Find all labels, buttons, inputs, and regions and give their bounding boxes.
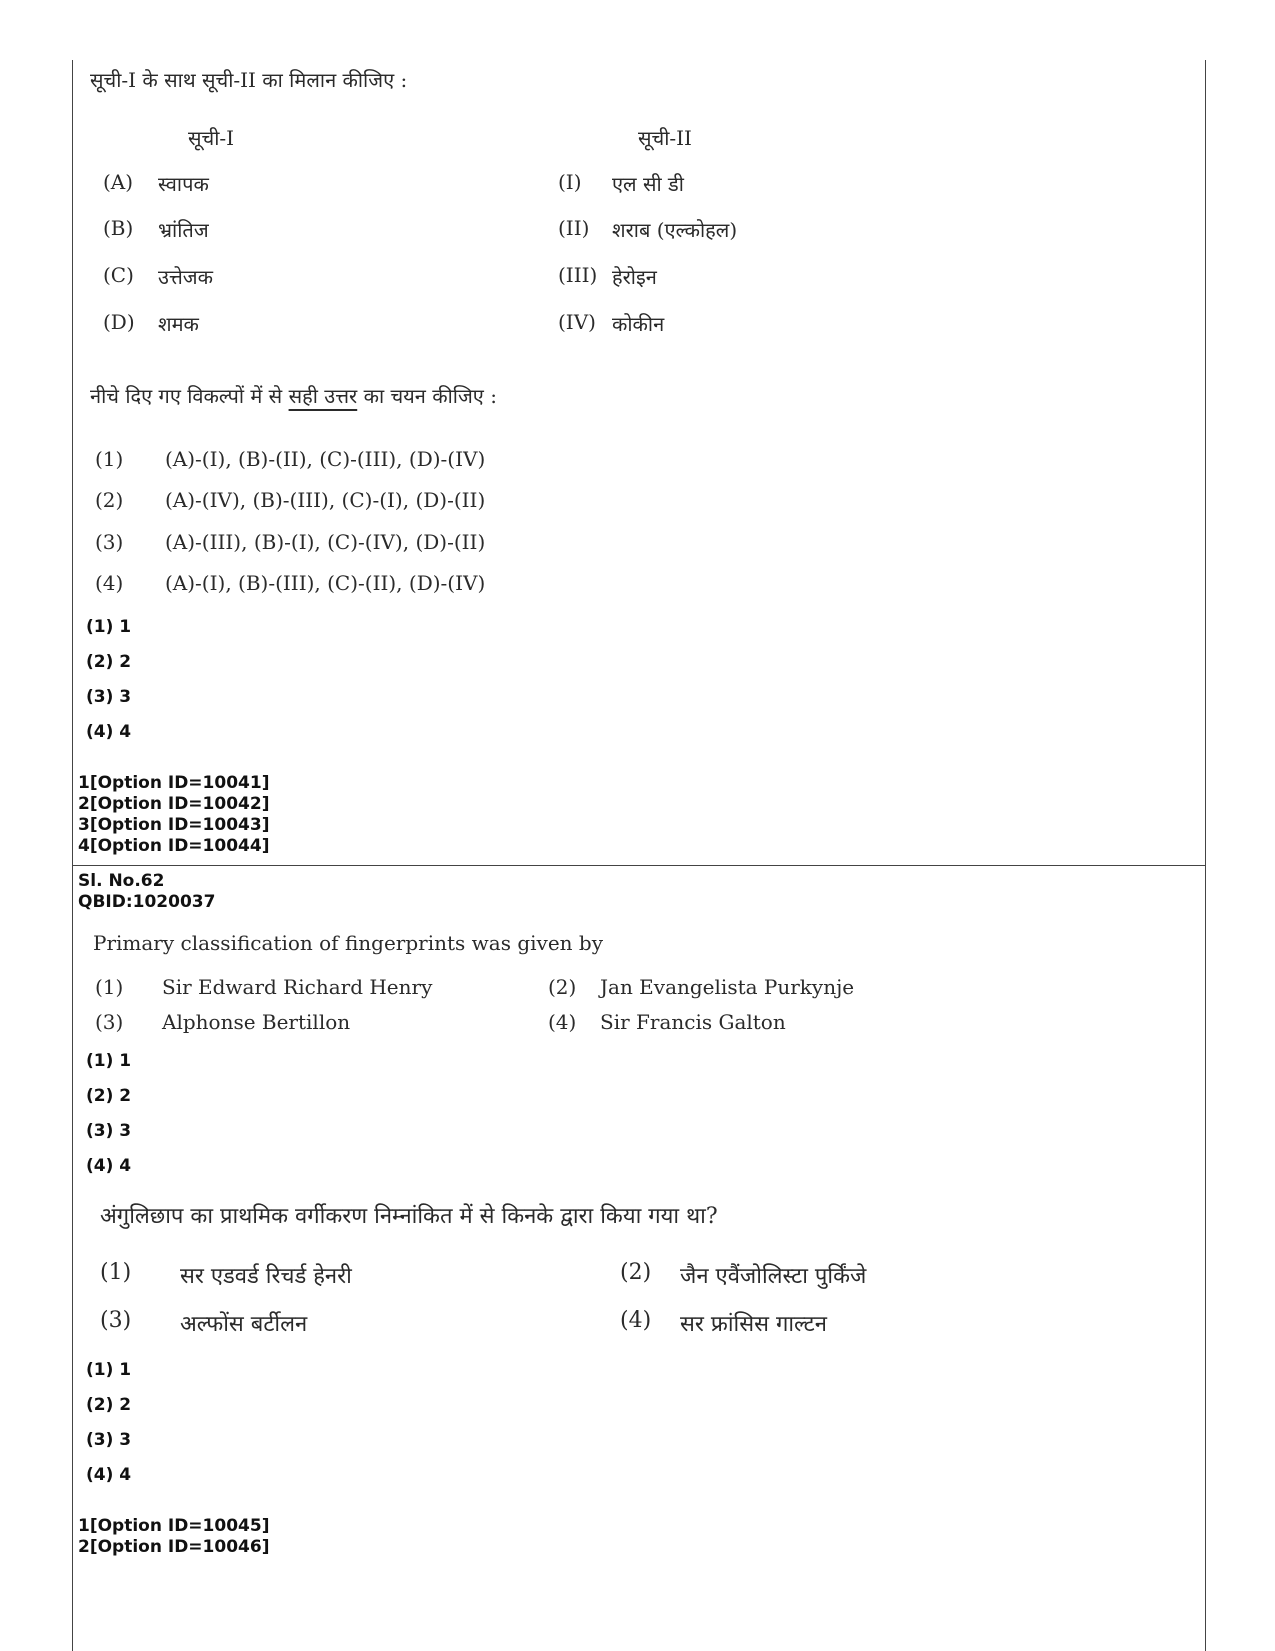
option-id: 2[Option ID=10046] bbox=[78, 1537, 270, 1557]
option-text: (A)-(I), (B)-(III), (C)-(II), (D)-(IV) bbox=[165, 571, 486, 595]
response-option[interactable]: (2) 2 bbox=[86, 1086, 132, 1106]
option-number: (1) bbox=[95, 447, 124, 471]
list2-label: (IV) bbox=[558, 310, 596, 334]
option-number: (3) bbox=[100, 1308, 132, 1333]
response-option[interactable]: (3) 3 bbox=[86, 1430, 132, 1450]
question-divider bbox=[72, 865, 1206, 866]
choose-prefix: नीचे दिए गए विकल्पों में से bbox=[90, 384, 283, 408]
option-id-list bbox=[78, 773, 269, 857]
option-number: (2) bbox=[95, 488, 124, 512]
option-text: Sir Edward Richard Henry bbox=[162, 975, 433, 999]
option-number: (3) bbox=[95, 1010, 124, 1034]
list2-item: हेरोइन bbox=[612, 265, 657, 289]
option-number: (2) bbox=[620, 1260, 652, 1285]
list1-item: उत्तेजक bbox=[158, 265, 213, 289]
response-option[interactable]: (1) 1 bbox=[86, 617, 132, 637]
response-option[interactable]: (4) 4 bbox=[86, 1156, 132, 1176]
choose-underlined: सही उत्तर bbox=[288, 384, 358, 408]
list1-label: (C) bbox=[103, 263, 134, 287]
option-text: Jan Evangelista Purkynje bbox=[600, 975, 855, 999]
match-instruction: सूची-I के साथ सूची-II का मिलान कीजिए : bbox=[90, 68, 408, 92]
option-text: सर फ्रांसिस गाल्टन bbox=[680, 1312, 827, 1337]
list1-label: (A) bbox=[103, 170, 134, 194]
question-text-hi: अंगुलिछाप का प्राथमिक वर्गीकरण निम्नांकित में से किनके द्वारा किया गया था? bbox=[100, 1204, 718, 1229]
list1-label: (B) bbox=[103, 216, 134, 240]
list1-item: शमक bbox=[158, 312, 199, 336]
response-option[interactable]: (4) 4 bbox=[86, 1465, 132, 1485]
option-text: Sir Francis Galton bbox=[600, 1010, 786, 1034]
left-border bbox=[72, 60, 73, 1651]
question-header bbox=[78, 871, 215, 913]
response-option[interactable]: (1) 1 bbox=[86, 1051, 132, 1071]
option-id: 1[Option ID=10045] bbox=[78, 1516, 270, 1536]
list1-item: भ्रांतिज bbox=[158, 218, 209, 242]
option-id: 3[Option ID=10043] bbox=[78, 815, 270, 835]
option-number: (4) bbox=[95, 571, 124, 595]
response-option[interactable]: (2) 2 bbox=[86, 652, 132, 672]
serial-number: Sl. No.62 bbox=[78, 871, 165, 891]
option-text: अल्फोंस बर्टीलन bbox=[180, 1312, 308, 1337]
option-id: 4[Option ID=10044] bbox=[78, 836, 270, 856]
option-text: Alphonse Bertillon bbox=[162, 1010, 351, 1034]
option-number: (4) bbox=[548, 1010, 577, 1034]
response-option[interactable]: (4) 4 bbox=[86, 722, 132, 742]
option-id-list bbox=[78, 1516, 269, 1558]
option-id: 2[Option ID=10042] bbox=[78, 794, 270, 814]
list2-label: (III) bbox=[558, 263, 598, 287]
list1-label: (D) bbox=[103, 310, 135, 334]
choose-instruction bbox=[90, 382, 497, 409]
list2-item: एल सी डी bbox=[612, 172, 684, 196]
option-number: (1) bbox=[100, 1260, 132, 1285]
option-number: (1) bbox=[95, 975, 124, 999]
option-id: 1[Option ID=10041] bbox=[78, 773, 270, 793]
qbid: QBID:1020037 bbox=[78, 892, 216, 912]
choose-suffix: का चयन कीजिए : bbox=[363, 384, 497, 408]
list2-item: शराब (एल्कोहल) bbox=[612, 218, 738, 242]
option-text: (A)-(I), (B)-(II), (C)-(III), (D)-(IV) bbox=[165, 447, 486, 471]
option-number: (3) bbox=[95, 530, 124, 554]
option-number: (2) bbox=[548, 975, 577, 999]
list1-heading: सूची-I bbox=[188, 126, 235, 150]
list2-heading: सूची-II bbox=[638, 126, 692, 150]
response-option[interactable]: (2) 2 bbox=[86, 1395, 132, 1415]
option-text: (A)-(III), (B)-(I), (C)-(IV), (D)-(II) bbox=[165, 530, 486, 554]
option-text: सर एडवर्ड रिचर्ड हेनरी bbox=[180, 1264, 352, 1289]
response-option[interactable]: (3) 3 bbox=[86, 687, 132, 707]
list2-label: (I) bbox=[558, 170, 582, 194]
question-text-en: Primary classification of fingerprints was given by bbox=[93, 931, 603, 955]
response-option[interactable]: (3) 3 bbox=[86, 1121, 132, 1141]
right-border bbox=[1205, 60, 1206, 1651]
list2-label: (II) bbox=[558, 216, 590, 240]
list1-item: स्वापक bbox=[158, 172, 209, 196]
response-option[interactable]: (1) 1 bbox=[86, 1360, 132, 1380]
option-text: जैन एवैंजोलिस्टा पुर्किंजे bbox=[680, 1264, 867, 1289]
list2-item: कोकीन bbox=[612, 312, 665, 336]
option-text: (A)-(IV), (B)-(III), (C)-(I), (D)-(II) bbox=[165, 488, 486, 512]
option-number: (4) bbox=[620, 1308, 652, 1333]
